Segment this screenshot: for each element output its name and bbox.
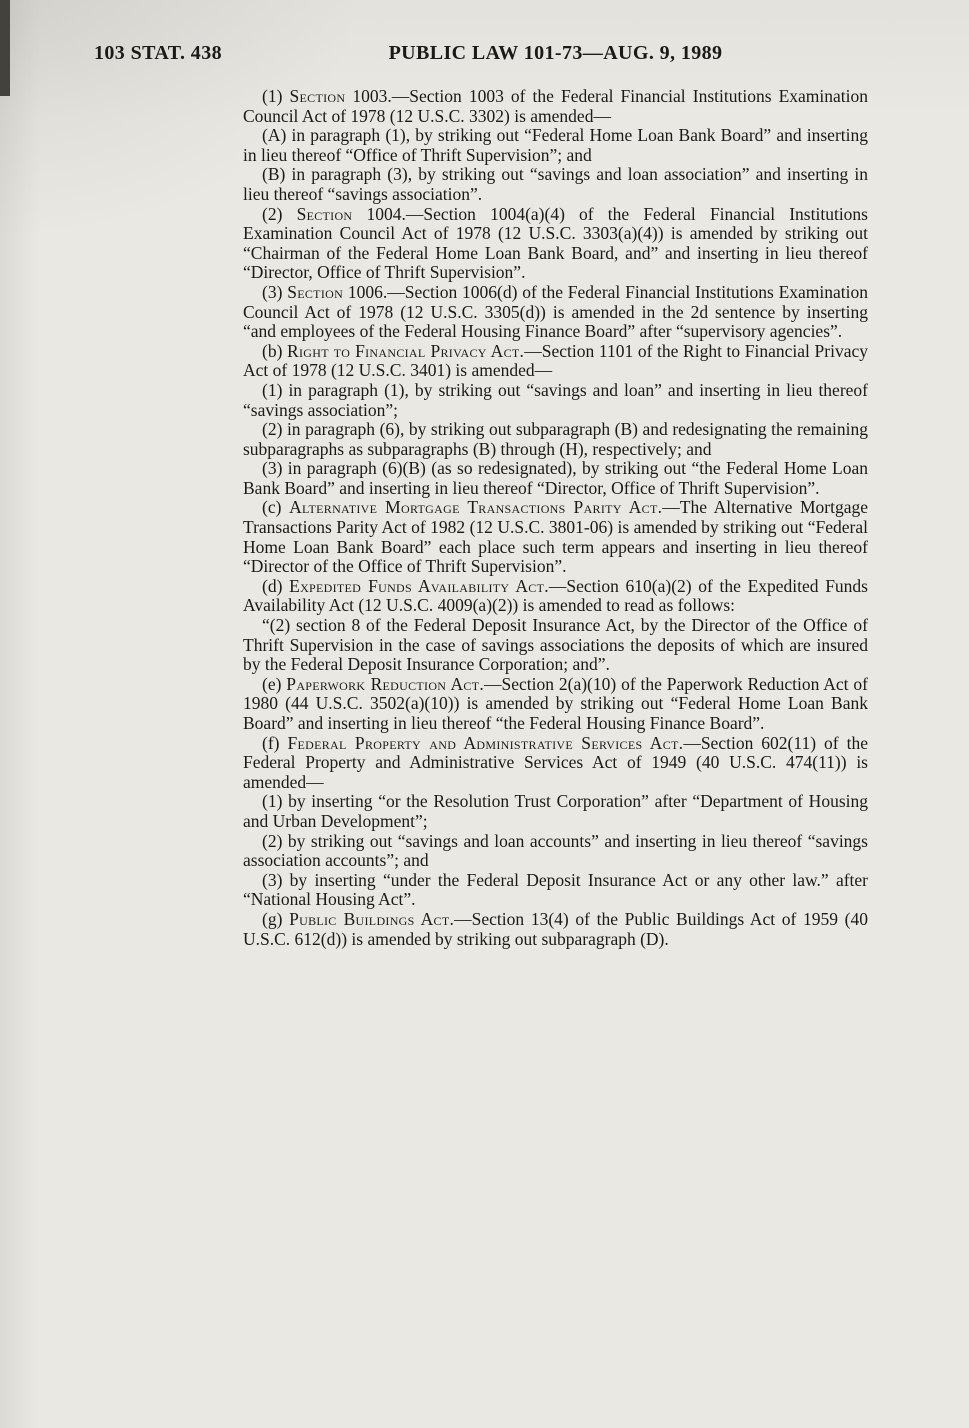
smallcaps-heading: Paperwork Reduction Act. [286,673,485,694]
public-law-header: PUBLIC LAW 101-73—AUG. 9, 1989 [388,42,723,64]
paragraph [243,459,868,498]
paragraph-text: (1) in paragraph (1), by striking out “savings and loan” and inserting in lieu thereof “savings association”; [243,379,868,420]
paragraph-text: (2) [262,203,297,224]
paragraph-text: (3) [262,281,288,302]
paragraph-text: —Section 1101 of the Right to Financial Privacy Act of 1978 (12 U.S.C. 3401) is amended— [243,340,868,381]
paragraph-text: (g) [262,908,290,929]
paragraph-text: (3) in paragraph (6)(B) (as so redesignated), by striking out “the Federal Home Loan Bank Board” and inserting in lieu thereof “Director, Office of Thrift Supervision”. [243,458,868,498]
statute-text [243,87,868,949]
paragraph [243,165,868,204]
smallcaps-heading: Federal Property and Administrative Services Act. [287,732,684,753]
paragraph-text: (2) in paragraph (6), by striking out subparagraph (B) and redesignating the remaining subparagraphs as subparagraphs (B) through (H), respectively; and [243,419,868,459]
smallcaps-heading: Section [287,281,344,302]
paragraph-text: 1006.—Section 1006(d) of the Federal Financial Institutions Examination Council Act of 1978 (12 U.S.C. 3305(d)) is amended in the 2d sentence by inserting “and employees of the Federal Housing Finance Board” after “supervisory agencies”. [243,281,868,342]
paragraph-text: 1003.—Section 1003 of the Federal Financial Institutions Examination Council Act of 1978 (12 U.S.C. 3302) is amended— [243,86,868,126]
paragraph-text: (e) [262,673,287,694]
paragraph-text: (2) by striking out “savings and loan accounts” and inserting in lieu thereof “savings association accounts”; and [243,830,868,871]
paragraph [243,871,868,910]
paragraph [243,420,868,459]
smallcaps-heading: Alternative Mortgage Transactions Parity Act. [289,497,663,518]
paragraph [243,381,868,420]
scan-edge-artifact [0,0,10,96]
paragraph [243,205,868,283]
paragraph-text: (c) [262,497,290,518]
paragraph-text: (1) [262,86,290,106]
paragraph-text: —Section 610(a)(2) of the Expedited Funds Availability Act (12 U.S.C. 4009(a)(2)) is amended to read as follows: [243,575,868,616]
paragraph-text: —The Alternative Mortgage Transactions Parity Act of 1982 (12 U.S.C. 3801-06) is amended by striking out “Federal Home Loan Bank Board” each place such term appears and inserting in lieu thereof “Director of the Office of Thrift Supervision”. [243,497,868,577]
paragraph [243,126,868,165]
paragraph-text: (B) in paragraph (3), by striking out “savings and loan association” and inserting in lieu thereof “savings association”. [243,164,868,204]
paragraph [243,832,868,871]
smallcaps-heading: Section [289,86,346,106]
smallcaps-heading: Right to Financial Privacy Act. [287,340,525,361]
paragraph-text: (b) [262,340,288,361]
paragraph [243,342,868,381]
paragraph [243,675,868,734]
paragraph-text: “(2) section 8 of the Federal Deposit Insurance Act, by the Director of the Office of Thrift Supervision in the case of savings associations the deposits of which are insured by the Federal Deposit Insurance Corporation; and”. [243,615,868,675]
paragraph [243,283,868,342]
stat-page-number: 103 STAT. 438 [94,42,222,64]
smallcaps-heading: Section [296,203,353,224]
paragraph-text: (3) by inserting “under the Federal Deposit Insurance Act or any other law.” after “National Housing Act”. [243,869,868,910]
paragraph-text: (1) by inserting “or the Resolution Trust Corporation” after “Department of Housing and Urban Development”; [243,791,868,831]
paragraph [243,734,868,793]
paragraph [243,792,868,831]
paragraph-text: (d) [262,575,290,596]
paragraph-text: —Section 602(11) of the Federal Property and Administrative Services Act of 1949 (40 U.S.C. 474(11)) is amended— [243,732,868,792]
paragraph-text: (A) in paragraph (1), by striking out “Federal Home Loan Bank Board” and inserting in lieu thereof “Office of Thrift Supervision”; and [243,125,868,165]
smallcaps-heading: Expedited Funds Availability Act. [289,575,549,596]
paragraph-text: (f) [262,732,288,753]
paragraph [243,910,868,949]
smallcaps-heading: Public Buildings Act. [289,908,455,929]
paragraph-text: —Section 2(a)(10) of the Paperwork Reduction Act of 1980 (44 U.S.C. 3502(a)(10)) is amended by striking out “Federal Home Loan Bank Board” and inserting in lieu thereof “the Federal Housing Finance Board”. [243,673,868,733]
paragraph-text: —Section 13(4) of the Public Buildings Act of 1959 (40 U.S.C. 612(d)) is amended by striking out subparagraph (D). [243,908,868,949]
paragraph [243,577,868,616]
paragraph [243,616,868,675]
paragraph [243,87,868,126]
paragraph [243,498,868,576]
paragraph-text: 1004.—Section 1004(a)(4) of the Federal Financial Institutions Examination Council Act of 1978 (12 U.S.C. 3303(a)(4)) is amended by striking out “Chairman of the Federal Home Loan Bank Board, and” and inserting in lieu thereof “Director, Office of Thrift Supervision”. [243,203,868,283]
